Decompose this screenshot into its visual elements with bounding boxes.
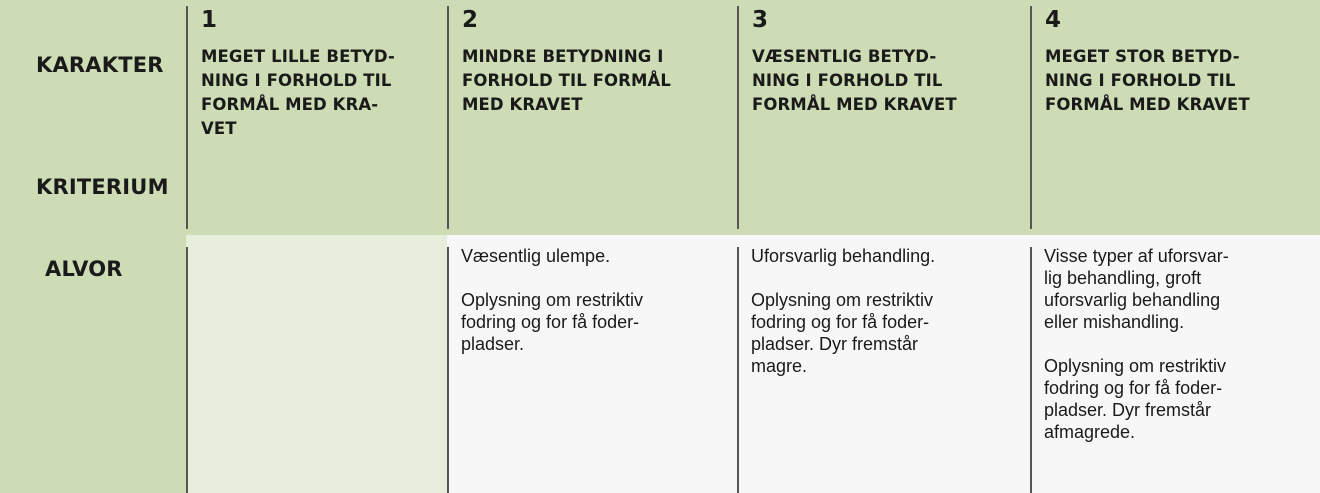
column-title-line: MEGET LILLE BETYD- [201,47,395,66]
column-title [1045,45,1312,117]
text-line: Oplysning om restriktiv [461,290,644,310]
text-line: eller mishandling. [1044,312,1185,332]
corner-header [0,0,186,235]
column-title-line: FORMÅL MED KRA- [201,95,379,114]
column-title-line: MEGET STOR BETYD- [1045,47,1240,66]
cell-text [1044,245,1312,465]
column-title-line: FORHOLD TIL FORMÅL [462,71,671,90]
text-line: Oplysning om restriktiv [1044,356,1227,376]
text-line: Visse typer af uforsvar- [1044,246,1229,266]
column-title-line: FORMÅL MED KRAVET [1045,95,1250,114]
row-cell-2 [447,235,737,493]
paragraph [751,245,1022,267]
column-title-line: VET [201,119,237,138]
column-title-line: VÆSENTLIG BETYD- [752,47,937,66]
text-line: Væsentlig ulempe. [461,246,611,266]
text-line: fodring og for få foder- [461,312,640,332]
column-header-1 [186,0,447,235]
column-header-3 [737,0,1030,235]
cell-text [751,245,1022,399]
text-line: pladser. Dyr fremstår [1044,400,1212,420]
paragraph [461,245,729,267]
column-header-4 [1030,0,1320,235]
text-line: lig behandling, groft [1044,268,1202,288]
text-line: magre. [751,356,808,376]
text-line: pladser. Dyr fremstår [751,334,919,354]
column-title-line: MINDRE BETYDNING I [462,47,664,66]
row-cell-4 [1030,235,1320,493]
paragraph [461,289,729,355]
column-title-line: MED KRAVET [462,95,583,114]
column-title-line: NING I FORHOLD TIL [1045,71,1236,90]
kriterium-label: KRITERIUM [36,175,169,199]
column-title-line: NING I FORHOLD TIL [752,71,943,90]
column-number: 1 [201,7,218,33]
cell-text [461,245,729,377]
paragraph [751,289,1022,377]
column-title-line: NING I FORHOLD TIL [201,71,392,90]
text-line: fodring og for få foder- [751,312,930,332]
karakter-label: KARAKTER [36,53,164,77]
column-title [201,45,439,141]
row-label-cell [0,235,186,493]
paragraph [1044,355,1312,443]
paragraph [1044,245,1312,333]
alvor-label: ALVOR [45,257,123,281]
text-line: Uforsvarlig behandling. [751,246,936,266]
text-line: fodring og for få foder- [1044,378,1223,398]
column-header-2 [447,0,737,235]
column-title [462,45,729,117]
text-line: pladser. [461,334,525,354]
text-line: Oplysning om restriktiv [751,290,934,310]
column-number: 3 [752,7,769,33]
text-line: uforsvarlig behandling [1044,290,1221,310]
column-number: 4 [1045,7,1062,33]
row-cell-1 [186,235,447,493]
row-cell-3 [737,235,1030,493]
column-title [752,45,1022,117]
column-number: 2 [462,7,479,33]
column-title-line: FORMÅL MED KRAVET [752,95,957,114]
text-line: afmagrede. [1044,422,1136,442]
